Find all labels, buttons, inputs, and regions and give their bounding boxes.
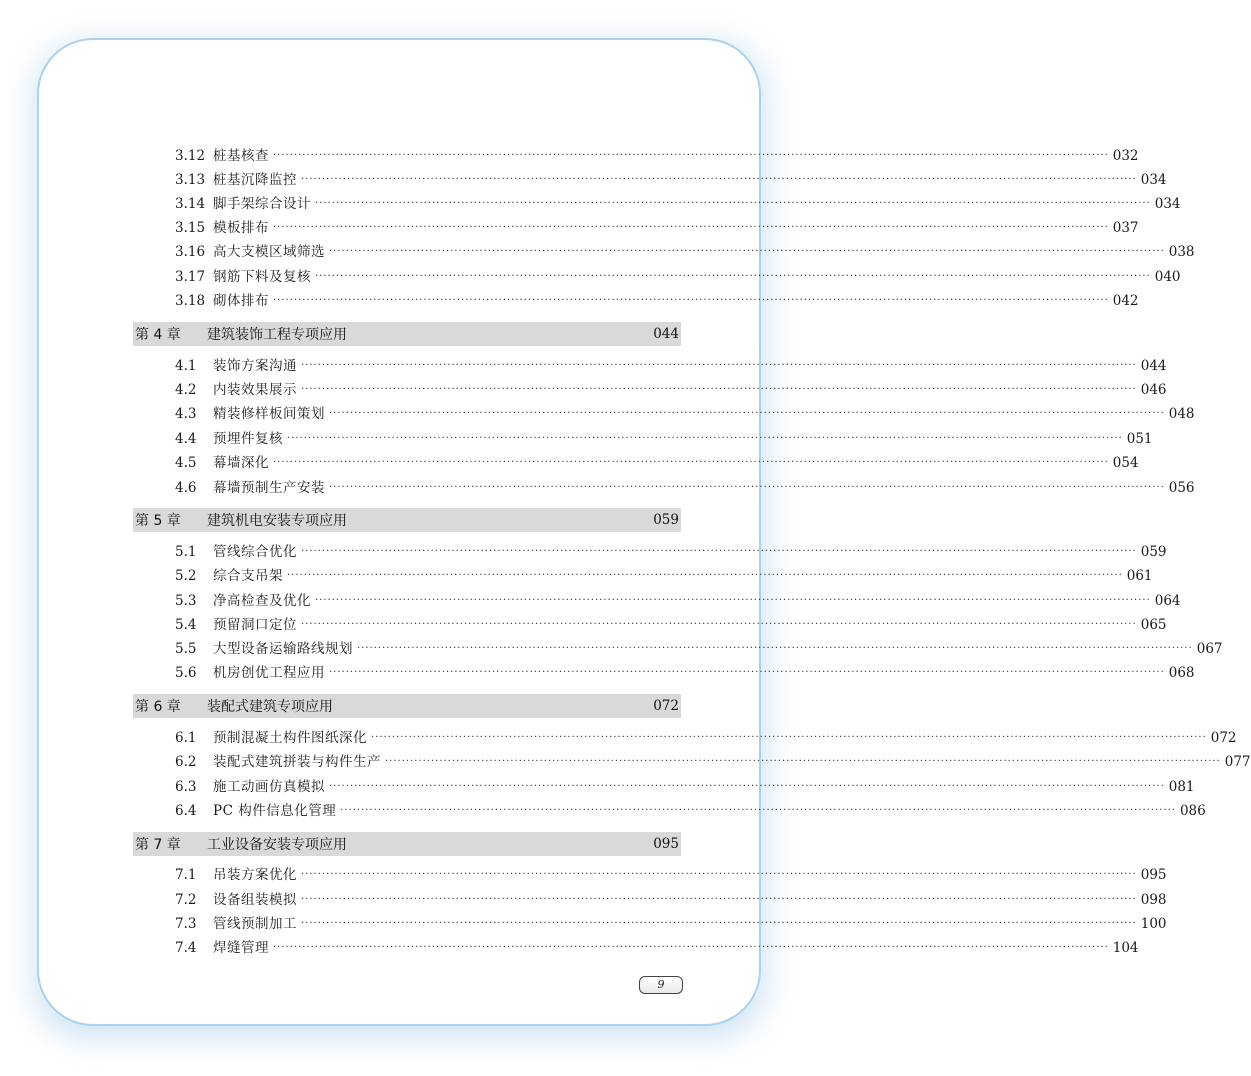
dot-leader: ········································································································································································································ xyxy=(287,570,1123,581)
chapter-label: 第 6 章 xyxy=(135,699,181,715)
toc-entry[interactable] xyxy=(175,289,1139,313)
section-number: 6.1 xyxy=(175,730,197,746)
section-page-number: 037 xyxy=(1112,220,1139,236)
section-number: 3.16 xyxy=(175,244,206,260)
section-title: 脚手架综合设计 xyxy=(213,196,311,212)
toc-entry[interactable] xyxy=(175,750,1251,774)
toc-entry[interactable] xyxy=(175,402,1195,426)
section-title: 预制混凝土构件图纸深化 xyxy=(213,730,367,746)
dot-leader: ········································································································································································································ xyxy=(340,805,1176,816)
chapter-title: 建筑装饰工程专项应用 xyxy=(207,327,347,343)
section-title: 预埋件复核 xyxy=(213,431,283,447)
dot-leader: ········································································································································································································ xyxy=(329,246,1165,257)
dot-leader: ········································································································································································································ xyxy=(273,457,1109,468)
dot-leader: ········································································································································································································ xyxy=(315,595,1151,606)
section-page-number: 034 xyxy=(1154,196,1181,212)
dot-leader: ········································································································································································································ xyxy=(315,271,1151,282)
section-title: 施工动画仿真模拟 xyxy=(213,779,325,795)
toc-entry[interactable] xyxy=(175,216,1139,240)
section-number: 5.1 xyxy=(175,544,197,560)
section-title: 内装效果展示 xyxy=(213,382,297,398)
section-number: 3.14 xyxy=(175,196,206,212)
section-page-number: 064 xyxy=(1154,593,1181,609)
section-number: 4.4 xyxy=(175,431,197,447)
dot-leader: ········································································································································································································ xyxy=(273,295,1109,306)
section-number: 5.4 xyxy=(175,617,197,633)
chapter-title: 装配式建筑专项应用 xyxy=(207,699,333,715)
section-title: 砌体排布 xyxy=(213,293,269,309)
toc-entry[interactable] xyxy=(175,799,1206,823)
toc-entry[interactable] xyxy=(175,240,1195,264)
dot-leader: ········································································································································································································ xyxy=(301,546,1137,557)
toc-entry[interactable] xyxy=(175,589,1181,613)
section-title: 模板排布 xyxy=(213,220,269,236)
toc-entry[interactable] xyxy=(175,613,1167,637)
toc-entry[interactable] xyxy=(175,451,1139,475)
section-page-number: 077 xyxy=(1224,754,1251,770)
section-page-number: 048 xyxy=(1168,406,1195,422)
section-title: 桩基核查 xyxy=(213,148,269,164)
section-number: 6.4 xyxy=(175,803,197,819)
chapter-heading[interactable] xyxy=(133,322,681,346)
toc-entry[interactable] xyxy=(175,726,1237,750)
section-number: 3.13 xyxy=(175,172,206,188)
dot-leader: ········································································································································································································ xyxy=(315,198,1151,209)
chapter-page-number: 044 xyxy=(653,326,679,342)
section-title: 焊缝管理 xyxy=(213,940,269,956)
section-number: 6.2 xyxy=(175,754,197,770)
section-number: 4.5 xyxy=(175,455,197,471)
chapter-page-number: 072 xyxy=(653,698,679,714)
toc-entry[interactable] xyxy=(175,912,1167,936)
toc-entry[interactable] xyxy=(175,476,1195,500)
section-number: 7.1 xyxy=(175,867,197,883)
section-page-number: 061 xyxy=(1126,568,1153,584)
section-number: 3.15 xyxy=(175,220,206,236)
dot-leader: ········································································································································································································ xyxy=(301,384,1137,395)
section-title: 设备组装模拟 xyxy=(213,892,297,908)
dot-leader: ········································································································································································································ xyxy=(357,643,1193,654)
toc-entry[interactable] xyxy=(175,637,1223,661)
dot-leader: ········································································································································································································ xyxy=(301,619,1137,630)
dot-leader: ········································································································································································································ xyxy=(301,174,1137,185)
section-page-number: 034 xyxy=(1140,172,1167,188)
dot-leader: ········································································································································································································ xyxy=(301,918,1137,929)
section-title: 装饰方案沟通 xyxy=(213,358,297,374)
dot-leader: ········································································································································································································ xyxy=(287,433,1123,444)
section-page-number: 104 xyxy=(1112,940,1139,956)
section-title: 装配式建筑拼装与构件生产 xyxy=(213,754,381,770)
section-title: 预留洞口定位 xyxy=(213,617,297,633)
chapter-title: 工业设备安装专项应用 xyxy=(207,837,347,853)
section-title: 钢筋下料及复核 xyxy=(213,269,311,285)
section-page-number: 051 xyxy=(1126,431,1153,447)
section-page-number: 038 xyxy=(1168,244,1195,260)
section-title: 大型设备运输路线规划 xyxy=(213,641,353,657)
dot-leader: ········································································································································································································ xyxy=(301,360,1137,371)
section-number: 7.2 xyxy=(175,892,197,908)
section-page-number: 095 xyxy=(1140,867,1167,883)
page-number-badge: 9 xyxy=(639,976,683,994)
section-page-number: 042 xyxy=(1112,293,1139,309)
section-number: 7.4 xyxy=(175,940,197,956)
section-title: 净高检查及优化 xyxy=(213,593,311,609)
toc-entry[interactable] xyxy=(175,192,1181,216)
section-title: 幕墙深化 xyxy=(213,455,269,471)
section-title: 桩基沉降监控 xyxy=(213,172,297,188)
section-number: 5.6 xyxy=(175,665,197,681)
section-page-number: 059 xyxy=(1140,544,1167,560)
section-number: 5.3 xyxy=(175,593,197,609)
section-number: 3.18 xyxy=(175,293,206,309)
toc-entry[interactable] xyxy=(175,427,1153,451)
section-page-number: 081 xyxy=(1168,779,1195,795)
toc-entry[interactable] xyxy=(175,564,1153,588)
section-page-number: 032 xyxy=(1112,148,1139,164)
section-page-number: 054 xyxy=(1112,455,1139,471)
section-title: 机房创优工程应用 xyxy=(213,665,325,681)
chapter-label: 第 5 章 xyxy=(135,513,181,529)
toc-entry[interactable] xyxy=(175,354,1167,378)
chapter-label: 第 4 章 xyxy=(135,327,181,343)
chapter-heading[interactable] xyxy=(133,694,681,718)
dot-leader: ········································································································································································································ xyxy=(329,667,1165,678)
toc-entry[interactable] xyxy=(175,265,1181,289)
section-page-number: 065 xyxy=(1140,617,1167,633)
dot-leader: ········································································································································································································ xyxy=(273,222,1109,233)
section-title: 高大支模区域筛选 xyxy=(213,244,325,260)
section-title: 吊装方案优化 xyxy=(213,867,297,883)
dot-leader: ········································································································································································································ xyxy=(273,942,1109,953)
chapter-heading[interactable] xyxy=(133,832,681,856)
section-page-number: 100 xyxy=(1140,916,1167,932)
toc-entry[interactable] xyxy=(175,661,1195,685)
section-number: 4.6 xyxy=(175,480,197,496)
section-number: 4.3 xyxy=(175,406,197,422)
chapter-label: 第 7 章 xyxy=(135,837,181,853)
section-number: 7.3 xyxy=(175,916,197,932)
toc-entry[interactable] xyxy=(175,936,1139,960)
toc-entry[interactable] xyxy=(175,168,1167,192)
section-number: 6.3 xyxy=(175,779,197,795)
section-page-number: 044 xyxy=(1140,358,1167,374)
section-title: 精装修样板间策划 xyxy=(213,406,325,422)
dot-leader: ········································································································································································································ xyxy=(273,150,1109,161)
section-number: 5.5 xyxy=(175,641,197,657)
chapter-title: 建筑机电安装专项应用 xyxy=(207,513,347,529)
section-page-number: 086 xyxy=(1179,803,1206,819)
chapter-page-number: 095 xyxy=(653,836,679,852)
section-number: 5.2 xyxy=(175,568,197,584)
dot-leader: ········································································································································································································ xyxy=(371,732,1207,743)
dot-leader: ········································································································································································································ xyxy=(329,482,1165,493)
section-title: 幕墙预制生产安装 xyxy=(213,480,325,496)
section-title: PC 构件信息化管理 xyxy=(213,803,337,819)
section-title: 管线预制加工 xyxy=(213,916,297,932)
section-page-number: 098 xyxy=(1140,892,1167,908)
section-title: 综合支吊架 xyxy=(213,568,283,584)
dot-leader: ········································································································································································································ xyxy=(329,408,1165,419)
toc-entry[interactable] xyxy=(175,144,1139,168)
table-of-contents xyxy=(39,40,1251,1024)
document-page xyxy=(37,38,1251,1026)
dot-leader: ········································································································································································································ xyxy=(301,894,1137,905)
toc-entry[interactable] xyxy=(175,775,1195,799)
section-number: 3.12 xyxy=(175,148,206,164)
toc-entry[interactable] xyxy=(175,888,1167,912)
section-page-number: 040 xyxy=(1154,269,1181,285)
dot-leader: ········································································································································································································ xyxy=(301,869,1137,880)
dot-leader: ········································································································································································································ xyxy=(385,756,1221,767)
toc-entry[interactable] xyxy=(175,540,1167,564)
toc-entry[interactable] xyxy=(175,863,1167,887)
section-page-number: 046 xyxy=(1140,382,1167,398)
section-page-number: 067 xyxy=(1196,641,1223,657)
section-number: 4.2 xyxy=(175,382,197,398)
toc-entry[interactable] xyxy=(175,378,1167,402)
dot-leader: ········································································································································································································ xyxy=(329,781,1165,792)
chapter-page-number: 059 xyxy=(653,512,679,528)
section-number: 3.17 xyxy=(175,269,206,285)
section-page-number: 056 xyxy=(1168,480,1195,496)
section-number: 4.1 xyxy=(175,358,197,374)
section-page-number: 068 xyxy=(1168,665,1195,681)
chapter-heading[interactable] xyxy=(133,508,681,532)
section-page-number: 072 xyxy=(1210,730,1237,746)
section-title: 管线综合优化 xyxy=(213,544,297,560)
